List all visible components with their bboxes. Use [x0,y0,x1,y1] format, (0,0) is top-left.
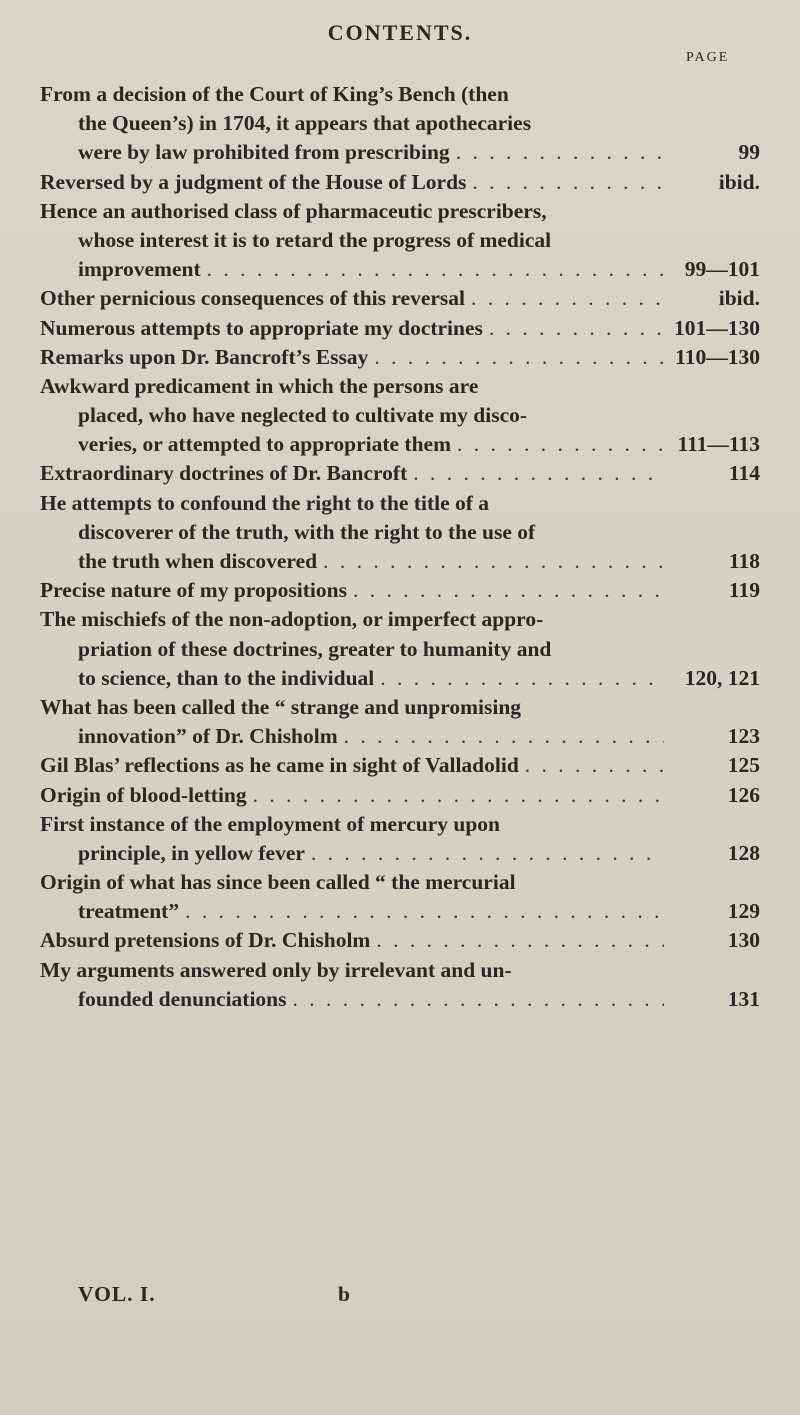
dot-leader [253,781,664,810]
dot-leader [293,985,664,1014]
toc-entry-line [40,956,760,985]
toc-entry-line [40,255,760,284]
toc-entry [40,926,760,955]
toc-entry-line [40,751,760,780]
toc-entry-text: founded denunciations [78,986,287,1011]
toc-entry-line [40,839,760,868]
toc-entry [40,693,760,751]
toc-entry-text: placed, who have neglected to cultivate my disco- [78,403,528,428]
table-of-contents [40,80,760,1014]
toc-entry-line [40,605,760,634]
toc-entry-line [40,810,760,839]
toc-entry [40,372,760,460]
toc-entry-text: improvement [78,257,201,282]
toc-entry [40,314,760,343]
toc-entry-line [40,430,760,459]
dot-leader [456,138,664,167]
toc-entry-text: whose interest it is to retard the progress of medical [78,227,552,252]
toc-entry-line [40,314,760,343]
dot-leader [207,255,664,284]
toc-entry-line [40,372,760,401]
toc-page-number: 129 [727,899,760,924]
toc-entry [40,956,760,1014]
toc-entry-text: Gil Blas’ reflections as he came in sight of Valladolid [40,753,519,778]
toc-entry-line [40,401,760,430]
toc-entry [40,284,760,313]
toc-entry [40,810,760,868]
toc-entry-text: the truth when discovered [78,549,318,573]
toc-entry [40,751,760,780]
toc-entry-line [40,897,760,926]
toc-entry-line [40,926,760,955]
dot-leader [311,839,664,868]
toc-entry-text: Awkward predicament in which the persons are [40,373,479,398]
toc-entry-text: Other pernicious consequences of this reversal [40,286,465,311]
dot-leader [413,459,664,488]
toc-entry-text: innovation” of Dr. Chisholm [78,724,338,749]
toc-entry-line [40,343,760,372]
toc-page-number: 101—130 [674,315,760,340]
toc-entry-line [40,80,760,109]
toc-page-number: 111—113 [677,432,760,457]
dot-leader [344,722,664,751]
page-footer [78,1282,738,1307]
toc-entry-line [40,518,760,547]
toc-page-number: 118 [728,549,760,573]
toc-entry [40,459,760,488]
toc-entry-text: Extraordinary doctrines of Dr. Bancroft [40,461,408,486]
dot-leader [489,314,664,343]
dot-leader [471,284,664,313]
toc-entry-text: were by law prohibited from prescribing [78,140,450,165]
toc-entry-text: Precise nature of my propositions [40,578,347,603]
toc-page-number: 126 [727,782,760,807]
dot-leader [185,897,664,926]
dot-leader [376,926,664,955]
toc-entry-line [40,284,760,313]
toc-page-number: 125 [727,753,760,778]
toc-entry-text: Absurd pretensions of Dr. Chisholm [40,928,371,953]
dot-leader [380,664,664,693]
toc-entry-line [40,547,760,576]
toc-page-number: 131 [727,986,760,1011]
toc-entry-text: to science, than to the individual [78,665,375,690]
dot-leader [374,343,664,372]
toc-entry-line [40,489,760,518]
toc-entry-text: The mischiefs of the non-adoption, or imperfect appro- [40,607,544,632]
toc-entry-text: What has been called the “ strange and unpromising [40,694,522,719]
volume-label: VOL. I. [78,1282,156,1306]
page-column-label: PAGE [686,50,730,65]
toc-entry-text: treatment” [78,899,180,924]
dot-leader [525,751,664,780]
toc-page-number: 99—101 [684,257,760,282]
toc-entry-line [40,168,760,197]
toc-entry-line [40,664,760,693]
signature-mark: b [338,1282,351,1306]
toc-entry-text: veries, or attempted to appropriate them [78,432,451,457]
toc-entry-text: Remarks upon Dr. Bancroft’s Essay [40,344,369,369]
toc-entry [40,605,760,693]
toc-entry-text: principle, in yellow fever [78,840,305,865]
toc-entry [40,197,760,285]
toc-entry-text: Hence an authorised class of pharmaceutic prescribers, [40,198,547,223]
toc-entry-line [40,459,760,488]
toc-entry-text: the Queen’s) in 1704, it appears that apothecaries [78,111,532,136]
dot-leader [353,576,664,605]
toc-entry-line [40,635,760,664]
toc-entry-text: priation of these doctrines, greater to humanity and [78,636,552,661]
toc-entry [40,168,760,197]
toc-page-number: 114 [728,461,760,486]
toc-entry [40,489,760,577]
toc-page-number: 128 [727,840,760,865]
toc-entry-text: First instance of the employment of mercury upon [40,811,501,836]
toc-entry-line [40,722,760,751]
toc-page-number: 110—130 [675,344,760,369]
toc-entry-line [40,985,760,1014]
toc-entry-line [40,693,760,722]
toc-entry-text: Numerous attempts to appropriate my doctrines [40,315,483,340]
toc-entry-line [40,138,760,167]
toc-entry [40,80,760,168]
toc-entry-line [40,576,760,605]
toc-entry-text: Reversed by a judgment of the House of Lords [40,169,467,194]
toc-entry [40,781,760,810]
toc-entry-text: Origin of what has since been called “ the mercurial [40,870,516,895]
toc-entry-text: My arguments answered only by irrelevant and un- [40,957,512,982]
page-heading: CONTENTS. [327,20,473,45]
toc-page-number: 130 [727,928,760,953]
toc-page-number: 120, 121 [684,665,760,690]
dot-leader [472,168,664,197]
toc-page-number: ibid. [718,169,760,194]
toc-entry-text: discoverer of the truth, with the right to the use of [78,519,536,544]
toc-page-number: 119 [728,578,760,603]
toc-page-number: 99 [738,140,760,165]
toc-entry-text: Origin of blood-letting [40,782,247,807]
toc-entry [40,343,760,372]
dot-leader [323,547,664,576]
toc-entry [40,868,760,926]
toc-entry-text: He attempts to confound the right to the title of a [40,490,490,515]
toc-entry-line [40,109,760,138]
toc-entry-line [40,197,760,226]
toc-entry [40,576,760,605]
toc-entry-line [40,781,760,810]
dot-leader [457,430,664,459]
toc-entry-text: From a decision of the Court of King’s Bench (then [40,82,509,106]
toc-page-number: 123 [727,724,760,749]
toc-entry-line [40,868,760,897]
toc-page-number: ibid. [718,286,760,311]
toc-entry-line [40,226,760,255]
